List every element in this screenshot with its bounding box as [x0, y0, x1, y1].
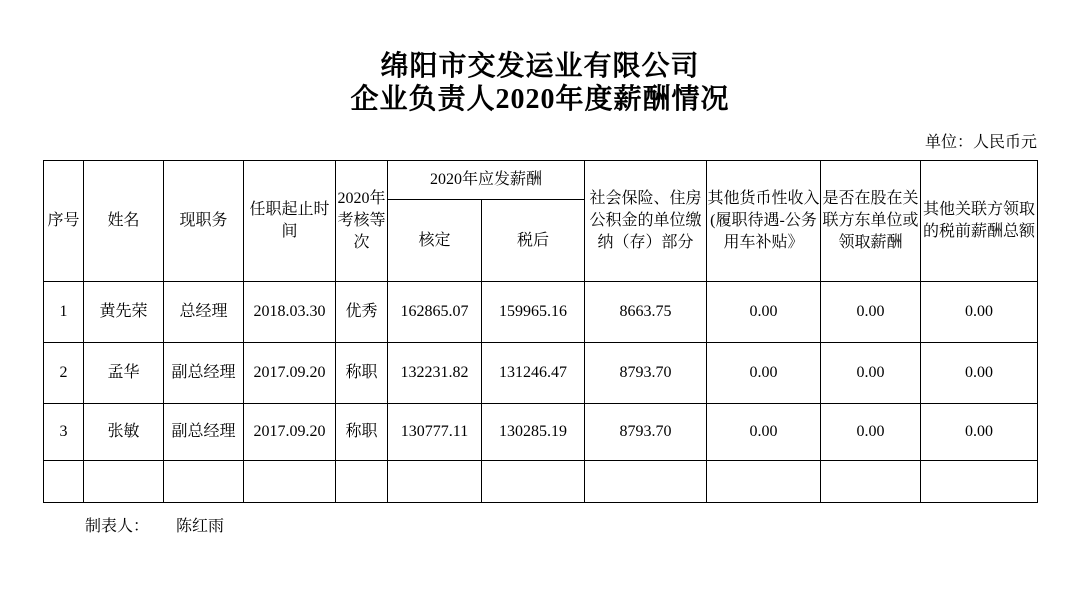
- cell-after-tax: [482, 461, 585, 503]
- title-line-2: 企业负责人2020年度薪酬情况: [350, 84, 730, 115]
- cell-name: [84, 461, 164, 503]
- cell-grade: 称职: [336, 343, 388, 404]
- cell-seq: 3: [44, 404, 84, 461]
- header-row-group: [44, 161, 1038, 200]
- cell-seq: 2: [44, 343, 84, 404]
- cell-approved: [388, 461, 482, 503]
- col-header-other-income: 其他货币性收入(履职待遇-公务用车补贴》: [707, 161, 821, 282]
- cell-seq: 1: [44, 282, 84, 343]
- col-header-grade: 2020年考核等次: [336, 161, 388, 282]
- table-footer: [85, 517, 224, 537]
- col-header-approved: 核定: [388, 200, 482, 282]
- cell-shareholder-pay: 0.00: [821, 404, 921, 461]
- cell-other-income: 0.00: [707, 282, 821, 343]
- cell-approved: 162865.07: [388, 282, 482, 343]
- cell-social-insurance: 8793.70: [585, 404, 707, 461]
- cell-name: 黄先荣: [84, 282, 164, 343]
- cell-after-tax: 159965.16: [482, 282, 585, 343]
- cell-grade: 称职: [336, 404, 388, 461]
- col-header-salary-group: 2020年应发薪酬: [388, 161, 585, 200]
- document-title: [43, 50, 1037, 116]
- col-header-position: 现职务: [164, 161, 244, 282]
- table-row-empty: [44, 461, 1038, 503]
- cell-approved: 130777.11: [388, 404, 482, 461]
- table-row-3: [44, 404, 1038, 461]
- preparer-name: 陈红雨: [176, 518, 225, 535]
- cell-position: 总经理: [164, 282, 244, 343]
- col-header-shareholder-pay: 是否在股在关联方东单位或领取薪酬: [821, 161, 921, 282]
- salary-table: [43, 160, 1038, 503]
- cell-name: 孟华: [84, 343, 164, 404]
- cell-social-insurance: [585, 461, 707, 503]
- title-line-1: 绵阳市交发运业有限公司: [380, 51, 700, 82]
- cell-term: 2017.09.20: [244, 343, 336, 404]
- col-header-name: 姓名: [84, 161, 164, 282]
- cell-term: [244, 461, 336, 503]
- cell-shareholder-pay: [821, 461, 921, 503]
- table-row-1: [44, 282, 1038, 343]
- cell-after-tax: 130285.19: [482, 404, 585, 461]
- cell-position: [164, 461, 244, 503]
- cell-related-total: 0.00: [921, 404, 1038, 461]
- cell-grade: 优秀: [336, 282, 388, 343]
- col-header-seq: 序号: [44, 161, 84, 282]
- cell-social-insurance: 8793.70: [585, 343, 707, 404]
- cell-shareholder-pay: 0.00: [821, 282, 921, 343]
- preparer-label: 制表人：: [85, 518, 150, 535]
- table-row-2: [44, 343, 1038, 404]
- col-header-related-total: 其他关联方领取的税前薪酬总额: [921, 161, 1038, 282]
- cell-related-total: 0.00: [921, 343, 1038, 404]
- cell-after-tax: 131246.47: [482, 343, 585, 404]
- cell-other-income: [707, 461, 821, 503]
- col-header-social-insurance: 社会保险、住房公积金的单位缴纳（存）部分: [585, 161, 707, 282]
- col-header-after-tax: 税后: [482, 200, 585, 282]
- cell-term: 2017.09.20: [244, 404, 336, 461]
- unit-label: 单位：人民币元: [924, 134, 1037, 151]
- cell-term: 2018.03.30: [244, 282, 336, 343]
- col-header-term: 任职起止时间: [244, 161, 336, 282]
- cell-other-income: 0.00: [707, 343, 821, 404]
- cell-approved: 132231.82: [388, 343, 482, 404]
- cell-seq: [44, 461, 84, 503]
- cell-shareholder-pay: 0.00: [821, 343, 921, 404]
- cell-name: 张敏: [84, 404, 164, 461]
- cell-position: 副总经理: [164, 404, 244, 461]
- cell-social-insurance: 8663.75: [585, 282, 707, 343]
- cell-other-income: 0.00: [707, 404, 821, 461]
- cell-related-total: 0.00: [921, 282, 1038, 343]
- cell-grade: [336, 461, 388, 503]
- cell-related-total: [921, 461, 1038, 503]
- cell-position: 副总经理: [164, 343, 244, 404]
